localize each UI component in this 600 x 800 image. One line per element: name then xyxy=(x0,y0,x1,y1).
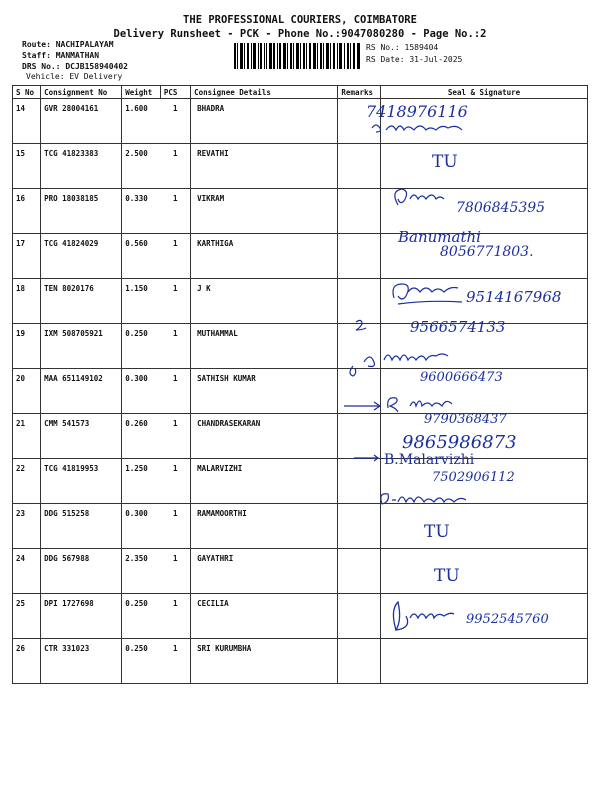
cell-sno: 23 xyxy=(13,504,41,549)
rs-date: RS Date: 31-Jul-2025 xyxy=(366,55,463,64)
cell-sno: 16 xyxy=(13,189,41,234)
table-row xyxy=(13,504,588,549)
sig-16-signature xyxy=(388,185,458,211)
cell-pcs: 1 xyxy=(160,369,190,414)
route-label: Route: NACHIPALAYAM xyxy=(22,40,114,49)
table-row xyxy=(13,99,588,144)
cell-weight: 0.260 xyxy=(122,414,161,459)
cell-sno: 14 xyxy=(13,99,41,144)
cell-weight: 1.150 xyxy=(122,279,161,324)
cell-weight: 0.300 xyxy=(122,369,161,414)
staff-label: Staff: MANMATHAN xyxy=(22,51,100,60)
cell-pcs: 1 xyxy=(160,99,190,144)
cell-consignee: VIKRAM xyxy=(191,189,338,234)
col-pcs: PCS xyxy=(160,86,190,99)
cell-sno: 24 xyxy=(13,549,41,594)
sig-23-signature xyxy=(376,488,496,512)
table-row xyxy=(13,639,588,684)
sig-16-phone: 7806845395 xyxy=(456,200,546,216)
col-signature: Seal & Signature xyxy=(381,86,588,99)
cell-consignee: BHADRA xyxy=(191,99,338,144)
sig-22-name: B.Malarvizhi xyxy=(384,452,475,468)
cell-sno: 25 xyxy=(13,594,41,639)
cell-weight: 2.350 xyxy=(122,549,161,594)
sig-22-phone: 9865986873 xyxy=(402,432,517,453)
cell-remarks xyxy=(338,189,381,234)
sig-20-phone: 9566574133 xyxy=(410,318,506,336)
cell-consignee: J K xyxy=(191,279,338,324)
cell-consignee: KARTHIGA xyxy=(191,234,338,279)
cell-remarks xyxy=(338,549,381,594)
sig-25-initials: TU xyxy=(434,566,460,586)
cell-consignment: PRO 18038185 xyxy=(41,189,122,234)
cell-pcs: 1 xyxy=(160,234,190,279)
sig-18-signature xyxy=(388,278,478,308)
sig-15-initials: TU xyxy=(432,152,458,172)
cell-consignment: DDG 567988 xyxy=(41,549,122,594)
col-consignee: Consignee Details xyxy=(191,86,338,99)
col-sno: S No xyxy=(13,86,41,99)
barcode-image xyxy=(234,43,360,69)
sig-20-mark xyxy=(345,364,361,380)
cell-pcs: 1 xyxy=(160,189,190,234)
cell-pcs: 1 xyxy=(160,549,190,594)
cell-sno: 17 xyxy=(13,234,41,279)
cell-weight: 1.250 xyxy=(122,459,161,504)
cell-weight: 0.560 xyxy=(122,234,161,279)
cell-remarks xyxy=(338,144,381,189)
cell-consignee: GAYATHRI xyxy=(191,549,338,594)
cell-consignment: GVR 28004161 xyxy=(41,99,122,144)
cell-sno: 21 xyxy=(13,414,41,459)
sig-22-phone-top: 9790368437 xyxy=(424,412,507,427)
cell-weight: 0.300 xyxy=(122,504,161,549)
cell-remarks xyxy=(338,594,381,639)
cell-consignment: MAA 651149102 xyxy=(41,369,122,414)
sig-26-phone: 9952545760 xyxy=(466,612,549,627)
cell-sno: 19 xyxy=(13,324,41,369)
sig-23-phone: 7502906112 xyxy=(432,470,515,485)
cell-pcs: 1 xyxy=(160,324,190,369)
sig-22-mark xyxy=(352,452,382,464)
cell-pcs: 1 xyxy=(160,144,190,189)
cell-pcs: 1 xyxy=(160,594,190,639)
sig-14-phone: 7418976116 xyxy=(366,102,468,121)
cell-sno: 20 xyxy=(13,369,41,414)
cell-consignee: RAMAMOORTHI xyxy=(191,504,338,549)
sig-14-signature xyxy=(366,120,476,136)
sig-19-phone: 9514167968 xyxy=(466,288,562,306)
cell-remarks xyxy=(338,639,381,684)
cell-remarks xyxy=(338,504,381,549)
col-remarks: Remarks xyxy=(338,86,381,99)
table-row xyxy=(13,549,588,594)
table-header-row xyxy=(13,86,588,99)
cell-consignee: REVATHI xyxy=(191,144,338,189)
cell-sno: 22 xyxy=(13,459,41,504)
cell-weight: 2.500 xyxy=(122,144,161,189)
cell-signature xyxy=(381,144,588,189)
cell-consignment: CMM 541573 xyxy=(41,414,122,459)
sig-24-initials: TU xyxy=(424,522,450,542)
cell-consignment: TCG 41824029 xyxy=(41,234,122,279)
cell-pcs: 1 xyxy=(160,504,190,549)
cell-consignment: CTR 331023 xyxy=(41,639,122,684)
sig-17-phone: 8056771803. xyxy=(440,244,534,260)
cell-sno: 26 xyxy=(13,639,41,684)
cell-consignee: CECILIA xyxy=(191,594,338,639)
sig-19-mark xyxy=(352,318,372,332)
cell-pcs: 1 xyxy=(160,459,190,504)
sig-20-signature xyxy=(360,348,470,370)
cell-pcs: 1 xyxy=(160,639,190,684)
col-weight: Weight xyxy=(122,86,161,99)
cell-consignment: DDG 515258 xyxy=(41,504,122,549)
cell-remarks xyxy=(338,234,381,279)
cell-pcs: 1 xyxy=(160,279,190,324)
cell-consignment: IXM 508705921 xyxy=(41,324,122,369)
drs-number: DRS No.: DCJB158940402 xyxy=(22,62,128,71)
vehicle-label: Vehicle: EV Delivery xyxy=(26,72,123,81)
sig-26-signature xyxy=(382,596,472,636)
rs-number: RS No.: 1589404 xyxy=(366,43,439,52)
cell-consignment: TCG 41819953 xyxy=(41,459,122,504)
cell-remarks xyxy=(338,459,381,504)
runsheet-subtitle: Delivery Runsheet - PCK - Phone No.:9047080280 - Page No.:2 xyxy=(113,28,487,40)
cell-pcs: 1 xyxy=(160,414,190,459)
cell-weight: 0.330 xyxy=(122,189,161,234)
sig-21-phone-top: 9600666473 xyxy=(420,370,503,385)
cell-signature xyxy=(381,549,588,594)
cell-remarks xyxy=(338,279,381,324)
cell-consignee: SRI KURUMBHA xyxy=(191,639,338,684)
col-consignment: Consignment No xyxy=(41,86,122,99)
table-row xyxy=(13,144,588,189)
cell-signature xyxy=(381,639,588,684)
cell-consignment: TEN 8020176 xyxy=(41,279,122,324)
sig-17-name: Banumathi xyxy=(398,228,481,246)
cell-weight: 0.250 xyxy=(122,639,161,684)
cell-consignee: MALARVIZHI xyxy=(191,459,338,504)
cell-weight: 0.250 xyxy=(122,594,161,639)
cell-weight: 1.600 xyxy=(122,99,161,144)
cell-weight: 0.250 xyxy=(122,324,161,369)
cell-sno: 18 xyxy=(13,279,41,324)
cell-consignment: DPI 1727698 xyxy=(41,594,122,639)
cell-sno: 15 xyxy=(13,144,41,189)
cell-consignment: TCG 41823383 xyxy=(41,144,122,189)
cell-consignee: SATHISH KUMAR xyxy=(191,369,338,414)
cell-consignee: MUTHAMMAL xyxy=(191,324,338,369)
company-title: THE PROFESSIONAL COURIERS, COIMBATORE xyxy=(183,14,417,26)
cell-consignee: CHANDRASEKARAN xyxy=(191,414,338,459)
